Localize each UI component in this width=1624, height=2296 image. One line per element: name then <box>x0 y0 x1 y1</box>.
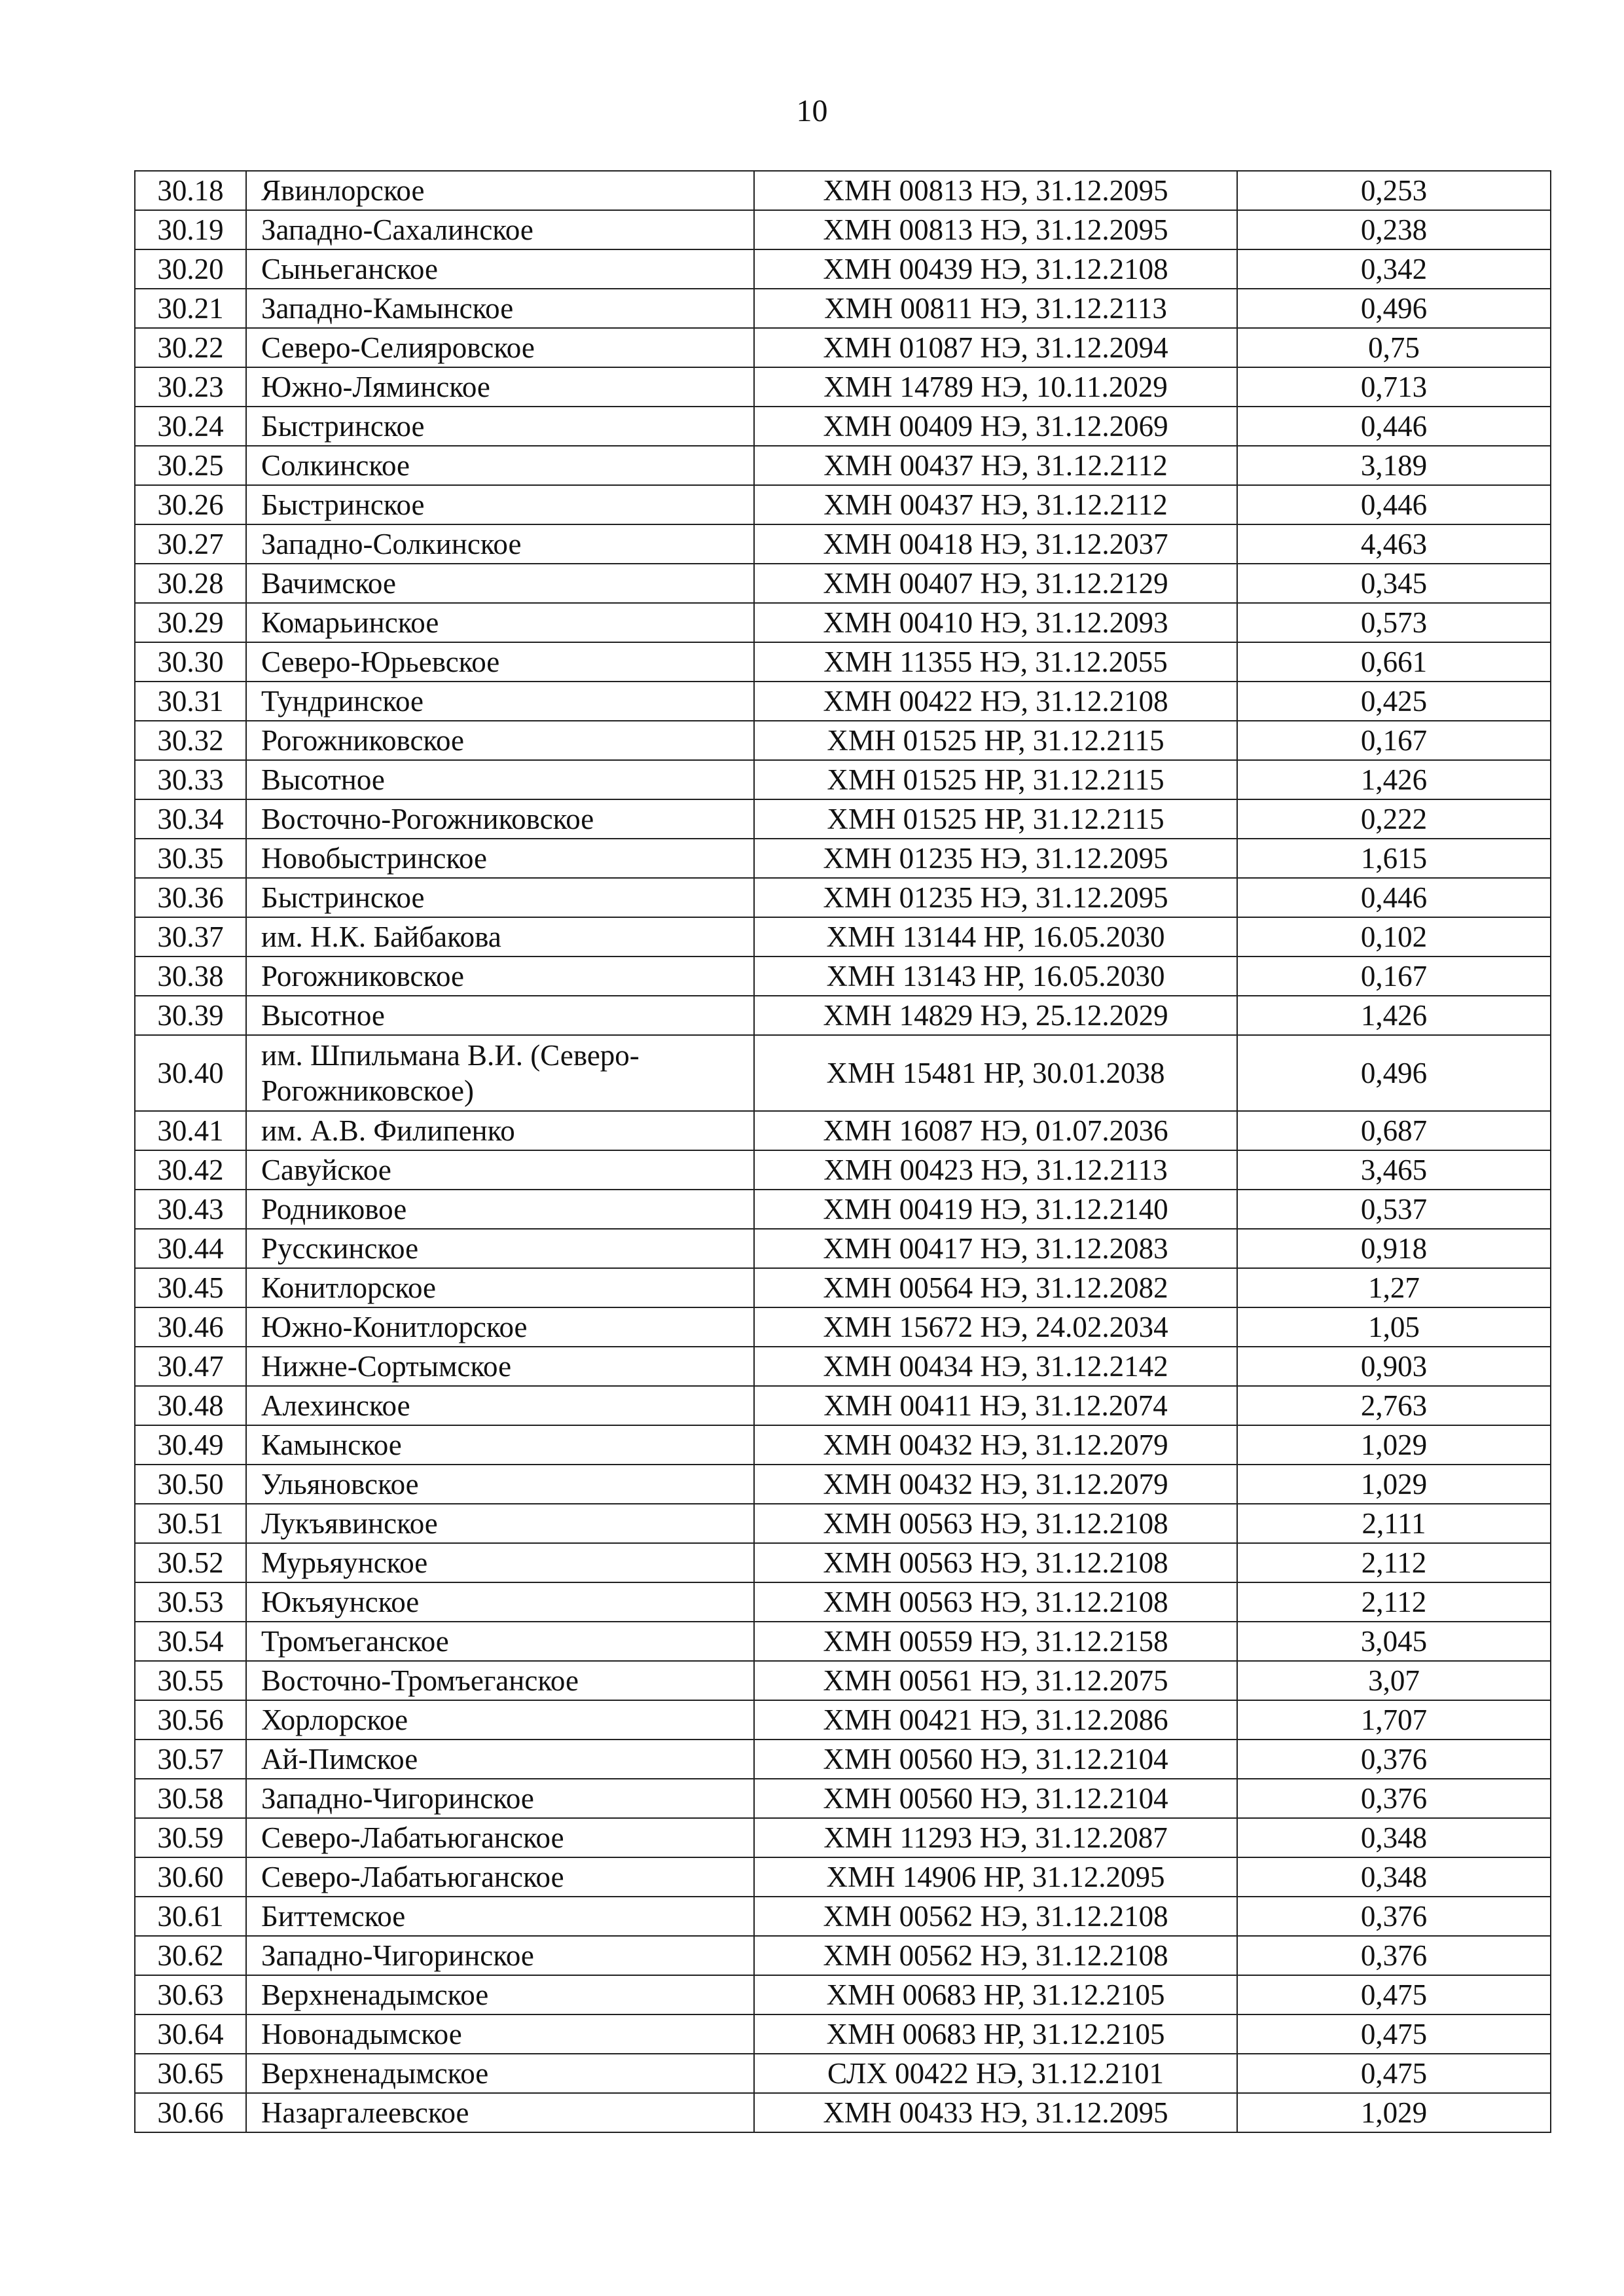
field-name: Сыньеганское <box>246 249 754 289</box>
table-row <box>135 1582 1551 1622</box>
table-row <box>135 917 1551 957</box>
row-number: 30.21 <box>135 289 246 328</box>
license-info: ХМН 00421 НЭ, 31.12.2086 <box>754 1700 1237 1740</box>
value-cell: 0,253 <box>1237 171 1551 210</box>
table-row <box>135 957 1551 996</box>
row-number: 30.44 <box>135 1229 246 1268</box>
table-row <box>135 2054 1551 2093</box>
license-info: ХМН 14829 НЭ, 25.12.2029 <box>754 996 1237 1035</box>
license-info: ХМН 00422 НЭ, 31.12.2108 <box>754 682 1237 721</box>
license-info: ХМН 00437 НЭ, 31.12.2112 <box>754 446 1237 485</box>
page-number: 10 <box>796 94 828 128</box>
row-number: 30.23 <box>135 367 246 407</box>
table-row <box>135 1504 1551 1543</box>
row-number: 30.48 <box>135 1386 246 1425</box>
license-info: ХМН 00419 НЭ, 31.12.2140 <box>754 1190 1237 1229</box>
license-info: ХМН 00560 НЭ, 31.12.2104 <box>754 1740 1237 1779</box>
field-name: Камынское <box>246 1425 754 1465</box>
row-number: 30.37 <box>135 917 246 957</box>
license-info: ХМН 00432 НЭ, 31.12.2079 <box>754 1465 1237 1504</box>
field-name: Ай-Пимское <box>246 1740 754 1779</box>
field-name: Западно-Камынское <box>246 289 754 328</box>
license-info: ХМН 00560 НЭ, 31.12.2104 <box>754 1779 1237 1818</box>
license-info: ХМН 11293 НЭ, 31.12.2087 <box>754 1818 1237 1857</box>
table-row <box>135 1740 1551 1779</box>
table-row <box>135 1190 1551 1229</box>
field-name: Явинлорское <box>246 171 754 210</box>
value-cell: 1,029 <box>1237 2093 1551 2132</box>
table-row <box>135 760 1551 799</box>
value-cell: 0,496 <box>1237 289 1551 328</box>
table-row <box>135 1661 1551 1700</box>
field-name: Назаргалеевское <box>246 2093 754 2132</box>
value-cell: 0,661 <box>1237 642 1551 682</box>
row-number: 30.33 <box>135 760 246 799</box>
field-name: им. Н.К. Байбакова <box>246 917 754 957</box>
field-name: Высотное <box>246 996 754 1035</box>
field-name: им. Шпильмана В.И. (Северо-Рогожниковское) <box>246 1035 754 1111</box>
row-number: 30.60 <box>135 1857 246 1897</box>
table-row <box>135 1622 1551 1661</box>
row-number: 30.49 <box>135 1425 246 1465</box>
value-cell: 0,475 <box>1237 2014 1551 2054</box>
table-row <box>135 564 1551 603</box>
value-cell: 4,463 <box>1237 524 1551 564</box>
license-info: ХМН 00683 НР, 31.12.2105 <box>754 2014 1237 2054</box>
row-number: 30.64 <box>135 2014 246 2054</box>
table-row <box>135 1150 1551 1190</box>
row-number: 30.25 <box>135 446 246 485</box>
license-info: ХМН 00563 НЭ, 31.12.2108 <box>754 1543 1237 1582</box>
value-cell: 0,446 <box>1237 407 1551 446</box>
table-row <box>135 1975 1551 2014</box>
row-number: 30.45 <box>135 1268 246 1307</box>
field-name: Южно-Ляминское <box>246 367 754 407</box>
row-number: 30.32 <box>135 721 246 760</box>
license-info: ХМН 00439 НЭ, 31.12.2108 <box>754 249 1237 289</box>
row-number: 30.27 <box>135 524 246 564</box>
value-cell: 2,112 <box>1237 1582 1551 1622</box>
license-info: ХМН 01087 НЭ, 31.12.2094 <box>754 328 1237 367</box>
row-number: 30.19 <box>135 210 246 249</box>
table-row <box>135 996 1551 1035</box>
table-row <box>135 1229 1551 1268</box>
table-body <box>135 171 1551 2132</box>
field-name: Высотное <box>246 760 754 799</box>
row-number: 30.53 <box>135 1582 246 1622</box>
table-row <box>135 1111 1551 1150</box>
table-row <box>135 407 1551 446</box>
license-info: ХМН 00683 НР, 31.12.2105 <box>754 1975 1237 2014</box>
field-name: Северо-Лабатьюганское <box>246 1857 754 1897</box>
row-number: 30.41 <box>135 1111 246 1150</box>
field-name: Тромъеганское <box>246 1622 754 1661</box>
field-name: Ульяновское <box>246 1465 754 1504</box>
license-info: ХМН 00434 НЭ, 31.12.2142 <box>754 1347 1237 1386</box>
table-row <box>135 1307 1551 1347</box>
value-cell: 0,102 <box>1237 917 1551 957</box>
value-cell: 3,189 <box>1237 446 1551 485</box>
table-row <box>135 1347 1551 1386</box>
row-number: 30.39 <box>135 996 246 1035</box>
table-row <box>135 799 1551 839</box>
field-name: Быстринское <box>246 407 754 446</box>
value-cell: 1,707 <box>1237 1700 1551 1740</box>
license-info: ХМН 00813 НЭ, 31.12.2095 <box>754 210 1237 249</box>
table-row <box>135 1779 1551 1818</box>
table-row <box>135 839 1551 878</box>
field-name: Верхненадымское <box>246 1975 754 2014</box>
license-info: ХМН 14906 НР, 31.12.2095 <box>754 1857 1237 1897</box>
row-number: 30.28 <box>135 564 246 603</box>
row-number: 30.31 <box>135 682 246 721</box>
field-name: Восточно-Рогожниковское <box>246 799 754 839</box>
field-name: Новонадымское <box>246 2014 754 2054</box>
field-name: Нижне-Сортымское <box>246 1347 754 1386</box>
license-info: ХМН 00407 НЭ, 31.12.2129 <box>754 564 1237 603</box>
row-number: 30.36 <box>135 878 246 917</box>
value-cell: 0,425 <box>1237 682 1551 721</box>
row-number: 30.59 <box>135 1818 246 1857</box>
value-cell: 1,05 <box>1237 1307 1551 1347</box>
value-cell: 0,713 <box>1237 367 1551 407</box>
field-name: Биттемское <box>246 1897 754 1936</box>
table-row <box>135 1543 1551 1582</box>
field-name: им. А.В. Филипенко <box>246 1111 754 1150</box>
field-name: Северо-Лабатьюганское <box>246 1818 754 1857</box>
row-number: 30.18 <box>135 171 246 210</box>
table-row <box>135 2093 1551 2132</box>
field-name: Мурьяунское <box>246 1543 754 1582</box>
field-name: Западно-Чигоринское <box>246 1936 754 1975</box>
row-number: 30.20 <box>135 249 246 289</box>
row-number: 30.35 <box>135 839 246 878</box>
value-cell: 0,376 <box>1237 1897 1551 1936</box>
field-name: Юкъяунское <box>246 1582 754 1622</box>
table-row <box>135 1857 1551 1897</box>
license-info: ХМН 15481 НР, 30.01.2038 <box>754 1035 1237 1111</box>
table-row <box>135 289 1551 328</box>
value-cell: 0,376 <box>1237 1779 1551 1818</box>
row-number: 30.54 <box>135 1622 246 1661</box>
field-name: Русскинское <box>246 1229 754 1268</box>
row-number: 30.52 <box>135 1543 246 1582</box>
value-cell: 0,348 <box>1237 1818 1551 1857</box>
row-number: 30.22 <box>135 328 246 367</box>
value-cell: 1,029 <box>1237 1425 1551 1465</box>
table-row <box>135 1700 1551 1740</box>
table-row <box>135 1268 1551 1307</box>
value-cell: 3,07 <box>1237 1661 1551 1700</box>
value-cell: 1,615 <box>1237 839 1551 878</box>
license-info: ХМН 00563 НЭ, 31.12.2108 <box>754 1582 1237 1622</box>
row-number: 30.55 <box>135 1661 246 1700</box>
value-cell: 0,537 <box>1237 1190 1551 1229</box>
table-row <box>135 171 1551 210</box>
license-info: ХМН 00411 НЭ, 31.12.2074 <box>754 1386 1237 1425</box>
license-info: ХМН 15672 НЭ, 24.02.2034 <box>754 1307 1237 1347</box>
license-info: ХМН 00562 НЭ, 31.12.2108 <box>754 1936 1237 1975</box>
license-info: ХМН 00437 НЭ, 31.12.2112 <box>754 485 1237 524</box>
field-name: Савуйское <box>246 1150 754 1190</box>
license-info: ХМН 00564 НЭ, 31.12.2082 <box>754 1268 1237 1307</box>
value-cell: 1,029 <box>1237 1465 1551 1504</box>
license-info: ХМН 00559 НЭ, 31.12.2158 <box>754 1622 1237 1661</box>
table-row <box>135 2014 1551 2054</box>
row-number: 30.29 <box>135 603 246 642</box>
field-name: Западно-Сахалинское <box>246 210 754 249</box>
value-cell: 3,465 <box>1237 1150 1551 1190</box>
field-name: Восточно-Тромъеганское <box>246 1661 754 1700</box>
field-name: Рогожниковское <box>246 721 754 760</box>
license-info: ХМН 00813 НЭ, 31.12.2095 <box>754 171 1237 210</box>
row-number: 30.40 <box>135 1035 246 1111</box>
field-name: Хорлорское <box>246 1700 754 1740</box>
license-info: ХМН 16087 НЭ, 01.07.2036 <box>754 1111 1237 1150</box>
row-number: 30.46 <box>135 1307 246 1347</box>
value-cell: 0,222 <box>1237 799 1551 839</box>
table-row <box>135 682 1551 721</box>
value-cell: 1,27 <box>1237 1268 1551 1307</box>
value-cell: 0,167 <box>1237 721 1551 760</box>
row-number: 30.30 <box>135 642 246 682</box>
value-cell: 0,918 <box>1237 1229 1551 1268</box>
field-name: Конитлорское <box>246 1268 754 1307</box>
row-number: 30.65 <box>135 2054 246 2093</box>
row-number: 30.63 <box>135 1975 246 2014</box>
license-info: ХМН 01235 НЭ, 31.12.2095 <box>754 839 1237 878</box>
license-info: ХМН 00561 НЭ, 31.12.2075 <box>754 1661 1237 1700</box>
license-info: ХМН 14789 НЭ, 10.11.2029 <box>754 367 1237 407</box>
table-row <box>135 1386 1551 1425</box>
row-number: 30.24 <box>135 407 246 446</box>
license-info: ХМН 11355 НЭ, 31.12.2055 <box>754 642 1237 682</box>
field-name: Алехинское <box>246 1386 754 1425</box>
license-info: ХМН 00432 НЭ, 31.12.2079 <box>754 1425 1237 1465</box>
row-number: 30.56 <box>135 1700 246 1740</box>
table-row <box>135 878 1551 917</box>
license-info: СЛХ 00422 НЭ, 31.12.2101 <box>754 2054 1237 2093</box>
value-cell: 0,496 <box>1237 1035 1551 1111</box>
row-number: 30.62 <box>135 1936 246 1975</box>
value-cell: 0,903 <box>1237 1347 1551 1386</box>
field-name: Рогожниковское <box>246 957 754 996</box>
value-cell: 2,763 <box>1237 1386 1551 1425</box>
value-cell: 0,342 <box>1237 249 1551 289</box>
table-row <box>135 642 1551 682</box>
license-info: ХМН 00418 НЭ, 31.12.2037 <box>754 524 1237 564</box>
license-info: ХМН 00563 НЭ, 31.12.2108 <box>754 1504 1237 1543</box>
license-info: ХМН 01525 НР, 31.12.2115 <box>754 721 1237 760</box>
field-name: Южно-Конитлорское <box>246 1307 754 1347</box>
license-info: ХМН 01235 НЭ, 31.12.2095 <box>754 878 1237 917</box>
table-row <box>135 721 1551 760</box>
table-row <box>135 446 1551 485</box>
license-info: ХМН 00433 НЭ, 31.12.2095 <box>754 2093 1237 2132</box>
license-info: ХМН 01525 НР, 31.12.2115 <box>754 799 1237 839</box>
value-cell: 0,446 <box>1237 878 1551 917</box>
field-name: Западно-Солкинское <box>246 524 754 564</box>
license-info: ХМН 00417 НЭ, 31.12.2083 <box>754 1229 1237 1268</box>
value-cell: 0,376 <box>1237 1936 1551 1975</box>
license-info: ХМН 01525 НР, 31.12.2115 <box>754 760 1237 799</box>
field-name: Быстринское <box>246 485 754 524</box>
license-table <box>134 170 1551 2133</box>
value-cell: 0,687 <box>1237 1111 1551 1150</box>
row-number: 30.66 <box>135 2093 246 2132</box>
field-name: Родниковое <box>246 1190 754 1229</box>
table-row <box>135 603 1551 642</box>
table-row <box>135 1465 1551 1504</box>
value-cell: 0,446 <box>1237 485 1551 524</box>
value-cell: 0,345 <box>1237 564 1551 603</box>
field-name: Быстринское <box>246 878 754 917</box>
license-info: ХМН 00410 НЭ, 31.12.2093 <box>754 603 1237 642</box>
row-number: 30.58 <box>135 1779 246 1818</box>
field-name: Новобыстринское <box>246 839 754 878</box>
license-info: ХМН 00423 НЭ, 31.12.2113 <box>754 1150 1237 1190</box>
row-number: 30.61 <box>135 1897 246 1936</box>
value-cell: 0,167 <box>1237 957 1551 996</box>
value-cell: 0,475 <box>1237 2054 1551 2093</box>
row-number: 30.47 <box>135 1347 246 1386</box>
license-info: ХМН 13143 НР, 16.05.2030 <box>754 957 1237 996</box>
field-name: Тундринское <box>246 682 754 721</box>
field-name: Верхненадымское <box>246 2054 754 2093</box>
value-cell: 0,238 <box>1237 210 1551 249</box>
row-number: 30.50 <box>135 1465 246 1504</box>
table-row <box>135 1035 1551 1111</box>
field-name: Лукъявинское <box>246 1504 754 1543</box>
row-number: 30.34 <box>135 799 246 839</box>
value-cell: 0,75 <box>1237 328 1551 367</box>
row-number: 30.57 <box>135 1740 246 1779</box>
value-cell: 0,475 <box>1237 1975 1551 2014</box>
field-name: Солкинское <box>246 446 754 485</box>
row-number: 30.43 <box>135 1190 246 1229</box>
field-name: Комарьинское <box>246 603 754 642</box>
value-cell: 0,348 <box>1237 1857 1551 1897</box>
field-name: Вачимское <box>246 564 754 603</box>
field-name: Северо-Юрьевское <box>246 642 754 682</box>
field-name: Западно-Чигоринское <box>246 1779 754 1818</box>
table-row <box>135 328 1551 367</box>
value-cell: 3,045 <box>1237 1622 1551 1661</box>
value-cell: 0,573 <box>1237 603 1551 642</box>
table-row <box>135 1897 1551 1936</box>
row-number: 30.42 <box>135 1150 246 1190</box>
license-info: ХМН 13144 НР, 16.05.2030 <box>754 917 1237 957</box>
table-row <box>135 1936 1551 1975</box>
value-cell: 2,112 <box>1237 1543 1551 1582</box>
table-row <box>135 249 1551 289</box>
table-row <box>135 1425 1551 1465</box>
table-row <box>135 1818 1551 1857</box>
row-number: 30.51 <box>135 1504 246 1543</box>
value-cell: 1,426 <box>1237 760 1551 799</box>
license-info: ХМН 00811 НЭ, 31.12.2113 <box>754 289 1237 328</box>
value-cell: 2,111 <box>1237 1504 1551 1543</box>
license-info: ХМН 00562 НЭ, 31.12.2108 <box>754 1897 1237 1936</box>
value-cell: 0,376 <box>1237 1740 1551 1779</box>
field-name: Северо-Селияровское <box>246 328 754 367</box>
license-info: ХМН 00409 НЭ, 31.12.2069 <box>754 407 1237 446</box>
table-row <box>135 485 1551 524</box>
table-row <box>135 367 1551 407</box>
table-row <box>135 210 1551 249</box>
row-number: 30.26 <box>135 485 246 524</box>
table-row <box>135 524 1551 564</box>
row-number: 30.38 <box>135 957 246 996</box>
value-cell: 1,426 <box>1237 996 1551 1035</box>
